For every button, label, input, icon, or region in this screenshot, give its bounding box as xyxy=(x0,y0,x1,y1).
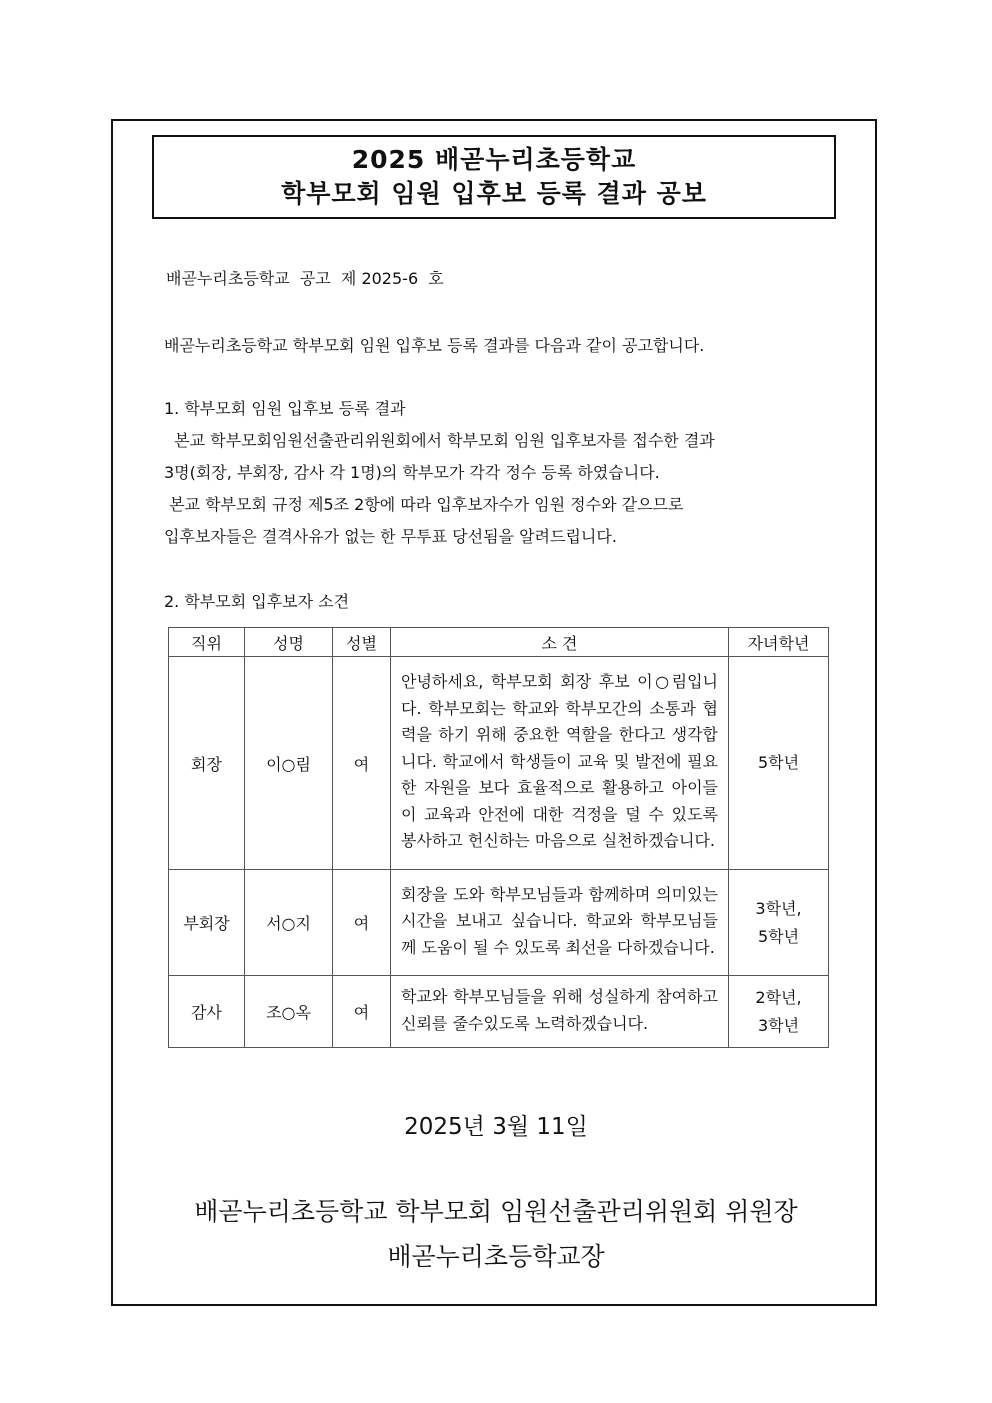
grade-line: 3학년 xyxy=(757,1015,800,1035)
signature-committee-chair: 배곧누리초등학교 학부모회 임원선출관리위원회 위원장 xyxy=(194,1197,798,1226)
announcement-date: 2025년 3월 11일 xyxy=(404,1114,588,1140)
section1-heading: 1. 학부모회 임원 입후보 등록 결과 xyxy=(164,399,406,418)
cell-child-grade xyxy=(729,976,829,1048)
cell-name: 이○림 xyxy=(245,657,333,870)
candidate-table xyxy=(168,627,829,1048)
header-child-grade: 자녀학년 xyxy=(729,628,829,657)
title-line-1: 2025 배곧누리초등학교 xyxy=(351,145,637,174)
cell-gender: 여 xyxy=(333,657,391,870)
cell-gender: 여 xyxy=(333,976,391,1048)
section1-line: 본교 학부모회 규정 제5조 2항에 따라 입후보자수가 임원 정수와 같으므로 xyxy=(164,495,684,514)
grade-line: 5학년 xyxy=(757,926,800,946)
table-row xyxy=(169,976,829,1048)
cell-name: 서○지 xyxy=(245,870,333,976)
intro-text: 배곧누리초등학교 학부모회 임원 입후보 등록 결과를 다음과 같이 공고합니다. xyxy=(164,336,705,355)
cell-name: 조○옥 xyxy=(245,976,333,1048)
cell-position: 회장 xyxy=(169,657,245,870)
signature-principal: 배곧누리초등학교장 xyxy=(387,1242,605,1271)
grade-line: 5학년 xyxy=(757,753,800,772)
cell-opinion: 안녕하세요, 학부모회 회장 후보 이○림입니다. 학부모회는 학교와 학부모간의 소통과 협력을 하기 위해 중요한 역할을 한다고 생각합니다. 학교에서 학생들이 교육 및 발전에 필요한 자원을 보다 효율적으로 활용하고 아이들이 교육과 안전에 대한 걱정을 덜 수 있도록 봉사하고 헌신하는 마음으로 실천하겠습니다. xyxy=(391,657,729,870)
table-row xyxy=(169,657,829,870)
section1-line: 본교 학부모회임원선출관리위원회에서 학부모회 임원 입후보자를 접수한 결과 xyxy=(164,431,715,450)
section1-line: 3명(회장, 부회장, 감사 각 1명)의 학부모가 각각 정수 등록 하였습니다. xyxy=(164,463,660,482)
cell-position: 감사 xyxy=(169,976,245,1048)
header-gender: 성별 xyxy=(333,628,391,657)
grade-line: 3학년, xyxy=(755,898,802,918)
table-header-row xyxy=(169,628,829,657)
cell-opinion: 회장을 도와 학부모님들과 함께하며 의미있는 시간을 보내고 싶습니다. 학교와 학부모님들께 도움이 될 수 있도록 최선을 다하겠습니다. xyxy=(391,870,729,976)
cell-gender: 여 xyxy=(333,870,391,976)
section2-heading: 2. 학부모회 입후보자 소견 xyxy=(164,592,350,611)
section1-line: 입후보자들은 결격사유가 없는 한 무투표 당선됨을 알려드립니다. xyxy=(164,527,617,546)
cell-child-grade xyxy=(729,657,829,870)
grade-line: 2학년, xyxy=(755,987,802,1007)
header-position: 직위 xyxy=(169,628,245,657)
cell-opinion: 학교와 학부모님들을 위해 성실하게 참여하고 신뢰를 줄수있도록 노력하겠습니다. xyxy=(391,976,729,1048)
table-row xyxy=(169,870,829,976)
cell-position: 부회장 xyxy=(169,870,245,976)
header-opinion: 소 견 xyxy=(391,628,729,657)
title-line-2: 학부모회 임원 입후보 등록 결과 공보 xyxy=(281,179,707,208)
notice-number: 배곧누리초등학교 공고 제 2025-6 호 xyxy=(166,269,444,288)
title-box xyxy=(152,135,836,219)
cell-child-grade xyxy=(729,870,829,976)
header-name: 성명 xyxy=(245,628,333,657)
